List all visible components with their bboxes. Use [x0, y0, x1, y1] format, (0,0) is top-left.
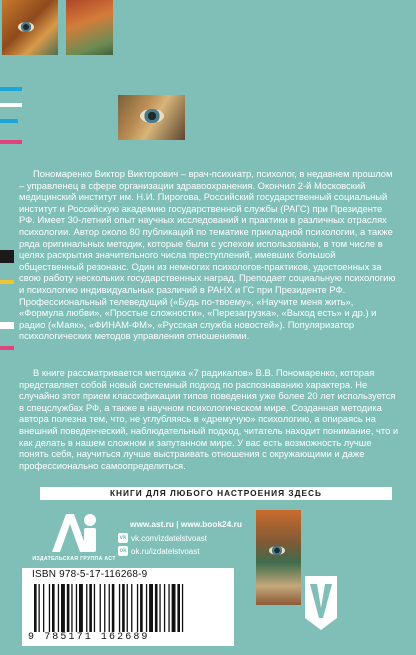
- barcode-bar: [109, 584, 110, 632]
- social-link-vk[interactable]: [118, 533, 207, 543]
- color-stripe: [0, 250, 14, 263]
- barcode-bar: [155, 584, 158, 632]
- barcode-bar: [149, 584, 153, 632]
- book-description-text: В книге рассматривается методика «7 радикалов» В.В. Пономаренко, которая представляет собой новый системный подход по распознаванию характера. Не случайно этот прием классификации типов поведения уже более 20 лет используется в спецслужбах РФ, а также в научном психологическом мире. Созданная методика автора полезна тем, что, не углубляясь в «дремучую» психологию, а опираясь на внешний поведенческий, наблюдательный подход, читатель находит понимание, что и как делать в нашем сложном и запутанном мире. У вас есть возможность лучше понять себя, научиться лучше выстраивать отношения с окружающими и даже профессионально самоопределиться.: [19, 367, 399, 471]
- isbn-text: ISBN 978-5-17-116268-9: [32, 569, 148, 580]
- portrait-painting-fragment: [256, 510, 301, 605]
- barcode-bar: [39, 584, 40, 632]
- eye-graphic: [269, 546, 285, 555]
- website-links[interactable]: www.ast.ru | www.book24.ru: [130, 519, 242, 529]
- barcode-bar: [146, 584, 147, 632]
- barcode-bar: [137, 584, 138, 632]
- ok-icon: ok: [119, 548, 127, 554]
- social-link-text: ok.ru/izdatelstvoast: [131, 546, 200, 556]
- barcode-bar: [94, 584, 95, 632]
- eye-graphic: [140, 109, 164, 123]
- portrait-painting-fragment: [2, 0, 58, 55]
- slogan-banner: КНИГИ ДЛЯ ЛЮБОГО НАСТРОЕНИЯ ЗДЕСЬ: [40, 487, 392, 500]
- barcode-bar: [168, 584, 169, 632]
- barcode-bar: [104, 584, 105, 632]
- barcode-bar: [159, 584, 160, 632]
- barcode-bar: [86, 584, 87, 632]
- barcode-bar: [71, 584, 72, 632]
- barcode-bar: [112, 584, 115, 632]
- portrait-painting-fragment: [66, 0, 113, 55]
- barcode-bar: [119, 584, 120, 632]
- ast-logo-icon: [40, 512, 102, 556]
- barcode-bar: [61, 584, 65, 632]
- publisher-caption: ИЗДАТЕЛЬСКАЯ ГРУППА АСТ: [32, 556, 116, 562]
- barcode-number: 9 785171 162689: [28, 632, 150, 643]
- barcode-bar: [67, 584, 70, 632]
- color-stripe: [0, 346, 14, 350]
- barcode-bar: [177, 584, 180, 632]
- color-stripe: [0, 140, 22, 144]
- barcode-bar: [182, 584, 183, 632]
- eye-painting-fragment: [118, 95, 185, 140]
- barcode-bar: [164, 584, 165, 632]
- barcode-bar: [131, 584, 132, 632]
- author-bio: [19, 168, 399, 342]
- barcode-bar: [34, 584, 37, 632]
- barcode-graphic: [32, 584, 222, 634]
- barcode-bar: [79, 584, 83, 632]
- social-link-ok[interactable]: [118, 546, 199, 556]
- barcode-bar: [76, 584, 77, 632]
- color-stripe: [0, 103, 22, 107]
- eye-graphic: [18, 22, 34, 32]
- book-description: [19, 367, 399, 471]
- barcode-bar: [43, 584, 44, 632]
- color-stripe: [0, 280, 14, 284]
- author-bio-text: Пономаренко Виктор Викторович – врач-психиатр, психолог, в недавнем прошлом – управленец в сфере организации здравоохранения. Окончил 2-й Московский медицинский институт им. Н.И. Пирогова, Российский государственный социальный институт и Российскую академию государственной службы (РАГС) при Президенте РФ. Имеет 30-летний опыт научных исследований и практики в различных отраслях психологии. Автор около 80 публикаций по тематике прикладной психологии, а также ряда оригинальных методик, которые были с успехом использованы, в том числе в целях раскрытия значительного числа преступлений, имевших большой общественный резонанс. Один из немногих психологов-практиков, удостоенных за свою работу нескольких государственных наград. Преподает социальную психологию и психологию индивидуальных различий в РАНХ и ГС при Президенте РФ. Профессиональный телеведущий («Будь по-твоему», «Научите меня жить», «Формула любви», «Простые сложности», «Перезагрузка», «Выход есть» и др.) и радио («Маяк», «ФИНАМ-ФМ», «Русская служба новостей»). Популяризатор психологических методов управления отношениями.: [19, 168, 396, 342]
- isbn-barcode-box: [22, 568, 234, 646]
- barcode-bar: [89, 584, 92, 632]
- color-stripe: [0, 119, 18, 123]
- color-stripe: [0, 87, 22, 91]
- barcode-bar: [100, 584, 101, 632]
- barcode-bar: [140, 584, 143, 632]
- barcode-bar: [122, 584, 125, 632]
- imprint-v-logo-icon: [303, 574, 339, 632]
- barcode-bar: [52, 584, 55, 632]
- social-link-text: vk.com/izdatelstvoast: [131, 533, 208, 543]
- color-stripe: [0, 322, 14, 329]
- vk-icon: vk: [119, 535, 127, 541]
- barcode-bar: [172, 584, 176, 632]
- barcode-bar: [127, 584, 128, 632]
- barcode-bar: [49, 584, 50, 632]
- barcode-bar: [58, 584, 59, 632]
